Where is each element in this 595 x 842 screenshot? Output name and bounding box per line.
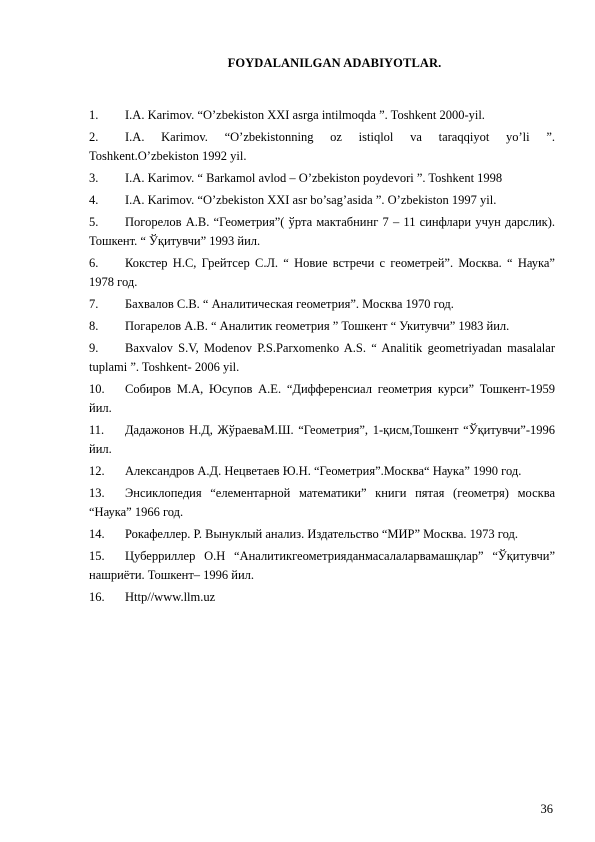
reference-number: 15. (89, 549, 105, 563)
reference-item-6 (89, 254, 555, 292)
reference-number: 14. (89, 527, 105, 541)
reference-number: 2. (89, 130, 99, 144)
reference-text: Кокстер Н.С, Грейтсер С.Л. “ Новие встречи с геометрей”. Москва. “ Наука” 1978 год. (89, 256, 555, 289)
reference-item-14 (89, 525, 555, 544)
page-title: FOYDALANILGAN ADABIYOTLAR. (227, 56, 442, 70)
reference-text: Собиров М.А, Юсупов А.Е. “Дифференсиал геометрия курси” Тошкент-1959 йил. (89, 382, 555, 415)
reference-item-8 (89, 317, 555, 336)
reference-item-10 (89, 380, 555, 418)
reference-text: Дадажонов Н.Д, ЖўраеваМ.Ш. “Геометрия”, 1-қисм,Тошкент “Ўқитувчи”-1996 йил. (89, 423, 555, 456)
reference-item-13 (89, 484, 555, 522)
reference-text: I.A. Karimov. “ Barkamol avlod – O’zbekiston poydevori ”. Toshkent 1998 (125, 171, 503, 185)
reference-number: 3. (89, 171, 99, 185)
reference-number: 5. (89, 215, 99, 229)
reference-number: 13. (89, 486, 105, 500)
reference-text: Погарелов А.В. “ Аналитик геометрия ” Тошкент “ Укитувчи” 1983 йил. (125, 319, 510, 333)
reference-list (89, 106, 555, 610)
reference-number: 8. (89, 319, 99, 333)
reference-item-5 (89, 213, 555, 251)
reference-number: 4. (89, 193, 99, 207)
reference-item-7 (89, 295, 555, 314)
reference-item-1 (89, 106, 555, 125)
reference-item-11 (89, 421, 555, 459)
reference-item-12 (89, 462, 555, 481)
reference-item-15 (89, 547, 555, 585)
reference-text: I.A. Karimov. “O’zbekiston XXI asrga intilmoqda ”. Toshkent 2000-yil. (125, 108, 485, 122)
reference-number: 11. (89, 423, 105, 437)
reference-text: Baxvalov S.V, Modenov P.S.Parxomenko A.S. “ Analitik geometriyadan masalalar tuplami ”. Toshkent- 2006 yil. (89, 341, 555, 374)
reference-text: Http//www.llm.uz (125, 590, 216, 604)
reference-item-3 (89, 169, 555, 188)
reference-number: 7. (89, 297, 99, 311)
reference-text: I.A. Karimov. “O’zbekistonning oz istiqlol va taraqqiyot yo’li ”. Toshkent.O’zbekiston 1992 yil. (89, 130, 555, 163)
reference-number: 12. (89, 464, 105, 478)
reference-text: Цуберриллер О.Н “Аналитикгеометрияданмасалаларвамашқлар” “Ўқитувчи” нашриёти. Тошкент– 1996 йил. (89, 549, 555, 582)
reference-item-9 (89, 339, 555, 377)
reference-text: Погорелов А.В. “Геометрия”( ўрта мактабнинг 7 – 11 синфлари учун дарслик). Тошкент. “ Ўқитувчи” 1993 йил. (89, 215, 555, 248)
reference-number: 6. (89, 256, 99, 270)
page-number: 36 (540, 802, 553, 816)
reference-item-2 (89, 128, 555, 166)
reference-number: 1. (89, 108, 99, 122)
reference-number: 9. (89, 341, 99, 355)
reference-number: 16. (89, 590, 105, 604)
reference-text: Энсиклопедия “елементарной математики” книги пятая (геометря) москва “Наука” 1966 год. (89, 486, 555, 519)
reference-item-4 (89, 191, 555, 210)
reference-text: Рокафеллер. Р. Вынуклый анализ. Издательство “МИР” Москва. 1973 год. (125, 527, 518, 541)
reference-number: 10. (89, 382, 105, 396)
reference-text: Александров А.Д. Нецветаев Ю.Н. “Геометрия”.Москва“ Наука” 1990 год. (125, 464, 522, 478)
reference-item-16 (89, 588, 555, 607)
reference-text: I.A. Karimov. “O’zbekiston XXI asr bo’sag’asida ”. O’zbekiston 1997 yil. (125, 193, 497, 207)
reference-text: Бахвалов С.В. “ Аналитическая геометрия”. Москва 1970 год. (125, 297, 454, 311)
